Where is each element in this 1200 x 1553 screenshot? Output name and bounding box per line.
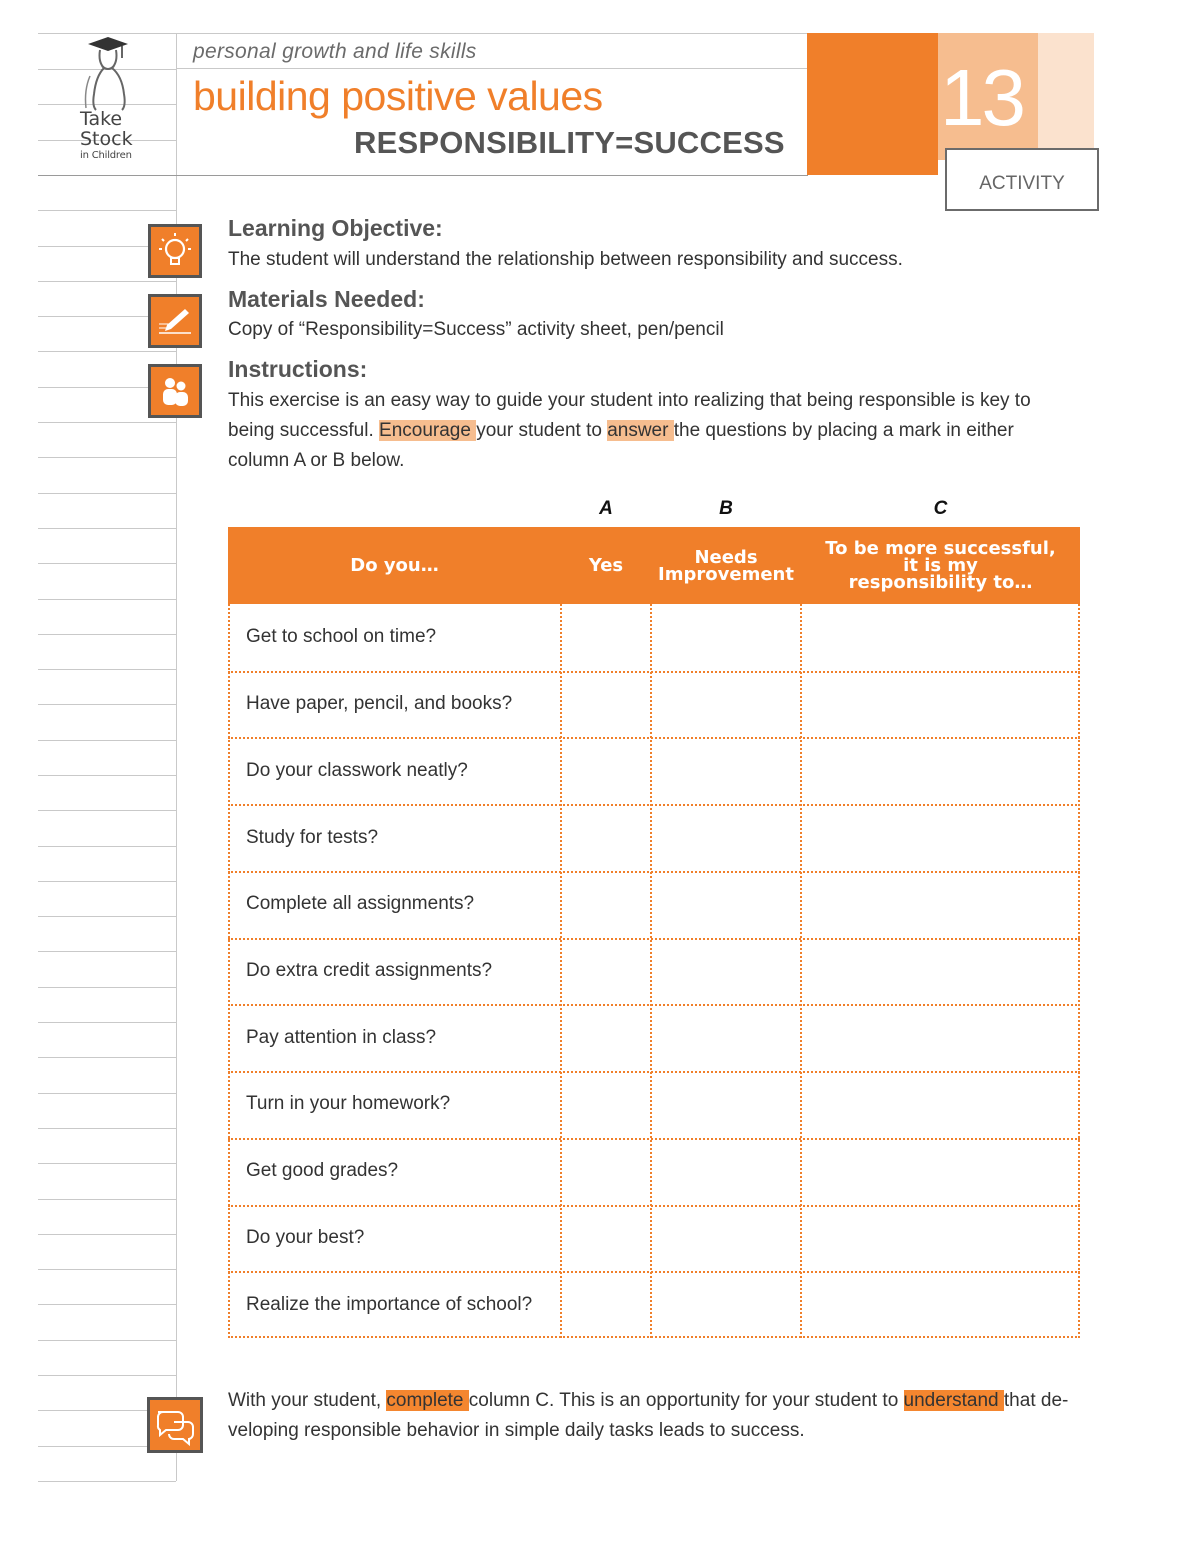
question-cell: Do extra credit assignments? <box>246 959 493 981</box>
instructions-line-1: This exercise is an easy way to guide your student into realizing that being responsible is key to <box>228 390 1031 411</box>
activity-number: 13 <box>940 53 1023 142</box>
activity-badge <box>945 148 1099 211</box>
margin-line <box>38 422 176 423</box>
highlight-understand: understand <box>903 1390 1004 1411</box>
margin-line <box>38 846 176 847</box>
instructions-text-segment: the questions by placing a mark in either <box>673 420 1014 441</box>
margin-line <box>38 1199 176 1200</box>
header-bottom-rule <box>38 175 808 176</box>
margin-line <box>38 881 176 882</box>
margin-line <box>38 634 176 635</box>
margin-line <box>38 528 176 529</box>
margin-line <box>38 987 176 988</box>
header-needs-improvement-line-2: Improvement <box>658 563 794 585</box>
margin-line <box>38 1022 176 1023</box>
margin-line <box>38 810 176 811</box>
margin-line <box>38 1163 176 1164</box>
logo-line-2: Stock <box>80 128 133 150</box>
people-icon <box>148 364 202 418</box>
margin-line <box>38 1481 176 1482</box>
question-cell: Do your classwork neatly? <box>246 759 468 781</box>
question-cell: Get good grades? <box>246 1160 399 1182</box>
accent-block <box>807 33 938 175</box>
margin-line <box>38 951 176 952</box>
question-cell: Complete all assignments? <box>246 893 475 915</box>
header-top-rule <box>38 33 808 34</box>
closing-line-2: veloping responsible behavior in simple daily tasks leads to success. <box>228 1420 805 1441</box>
instructions-line-3: column A or B below. <box>228 450 405 471</box>
highlight-complete: complete <box>386 1390 469 1411</box>
header-needs-improvement-line-1: Needs <box>694 546 758 568</box>
margin-line <box>38 1375 176 1376</box>
margin-line <box>38 669 176 670</box>
take-stock-logo <box>80 110 150 161</box>
question-cell: Get to school on time? <box>246 626 437 648</box>
highlight-answer: answer <box>607 420 674 441</box>
instructions-heading: Instructions: <box>228 356 368 382</box>
margin-line <box>38 1304 176 1305</box>
margin-line <box>38 493 176 494</box>
question-cell: Realize the importance of school? <box>246 1293 533 1315</box>
margin-line <box>38 351 176 352</box>
pencil-icon <box>148 294 202 348</box>
margin-line <box>38 563 176 564</box>
instructions-text-segment: your student to <box>476 420 608 441</box>
activity-label: ACTIVITY <box>979 173 1065 194</box>
header-mid-rule <box>176 68 808 69</box>
instructions-text <box>228 386 1088 476</box>
page-subtitle: RESPONSIBILITY=SUCCESS <box>354 125 785 160</box>
responsibility-table <box>228 527 1080 1338</box>
instructions-text-segment: being successful. <box>228 420 380 441</box>
header-question: Do you… <box>350 555 439 576</box>
closing-text <box>228 1386 1088 1446</box>
closing-text-segment: With your student, <box>228 1390 387 1411</box>
margin-line <box>38 775 176 776</box>
materials-heading: Materials Needed: <box>228 286 425 312</box>
accent-block-pale <box>1038 33 1094 148</box>
margin-line <box>38 740 176 741</box>
question-cell: Do your best? <box>246 1226 365 1248</box>
closing-text-segment: column C. This is an opportunity for your student to <box>468 1390 904 1411</box>
margin-line <box>38 1128 176 1129</box>
margin-line <box>38 281 176 282</box>
table-frame <box>228 527 1080 1338</box>
column-letter-a: A <box>599 498 613 519</box>
header-yes: Yes <box>588 555 624 576</box>
logo-line-3: in Children <box>80 150 132 161</box>
closing-text-segment: that de- <box>1003 1390 1069 1411</box>
objective-text: The student will understand the relationship between responsibility and success. <box>228 249 903 270</box>
lightbulb-icon <box>148 224 202 278</box>
margin-line <box>38 1234 176 1235</box>
materials-text: Copy of “Responsibility=Success” activity sheet, pen/pencil <box>228 319 724 340</box>
margin-line <box>38 1093 176 1094</box>
question-cell: Have paper, pencil, and books? <box>246 693 513 715</box>
column-letter-b: B <box>719 498 733 519</box>
column-letter-c: C <box>933 498 948 519</box>
speech-bubbles-icon <box>147 1397 203 1453</box>
header-responsibility-line-3: responsibility to… <box>848 572 1033 593</box>
header-responsibility-line-1: To be more successful, <box>825 538 1056 559</box>
logo-line-1: Take <box>80 108 123 130</box>
margin-line <box>38 1340 176 1341</box>
instructions-line-2 <box>228 416 1088 446</box>
series-kicker: personal growth and life skills <box>193 40 477 63</box>
margin-line <box>38 599 176 600</box>
question-cell: Study for tests? <box>246 826 379 848</box>
question-cell: Pay attention in class? <box>246 1026 437 1048</box>
margin-line <box>38 210 176 211</box>
question-cell: Turn in your homework? <box>246 1093 451 1115</box>
header-responsibility-line-2: it is my <box>903 555 978 576</box>
highlight-encourage: Encourage <box>379 420 477 441</box>
margin-line <box>38 457 176 458</box>
objective-heading: Learning Objective: <box>228 215 443 241</box>
margin-line <box>38 916 176 917</box>
page-title: building positive values <box>193 73 603 119</box>
margin-line <box>38 1269 176 1270</box>
closing-line-1 <box>228 1386 1088 1416</box>
margin-line <box>38 1057 176 1058</box>
margin-line <box>38 704 176 705</box>
